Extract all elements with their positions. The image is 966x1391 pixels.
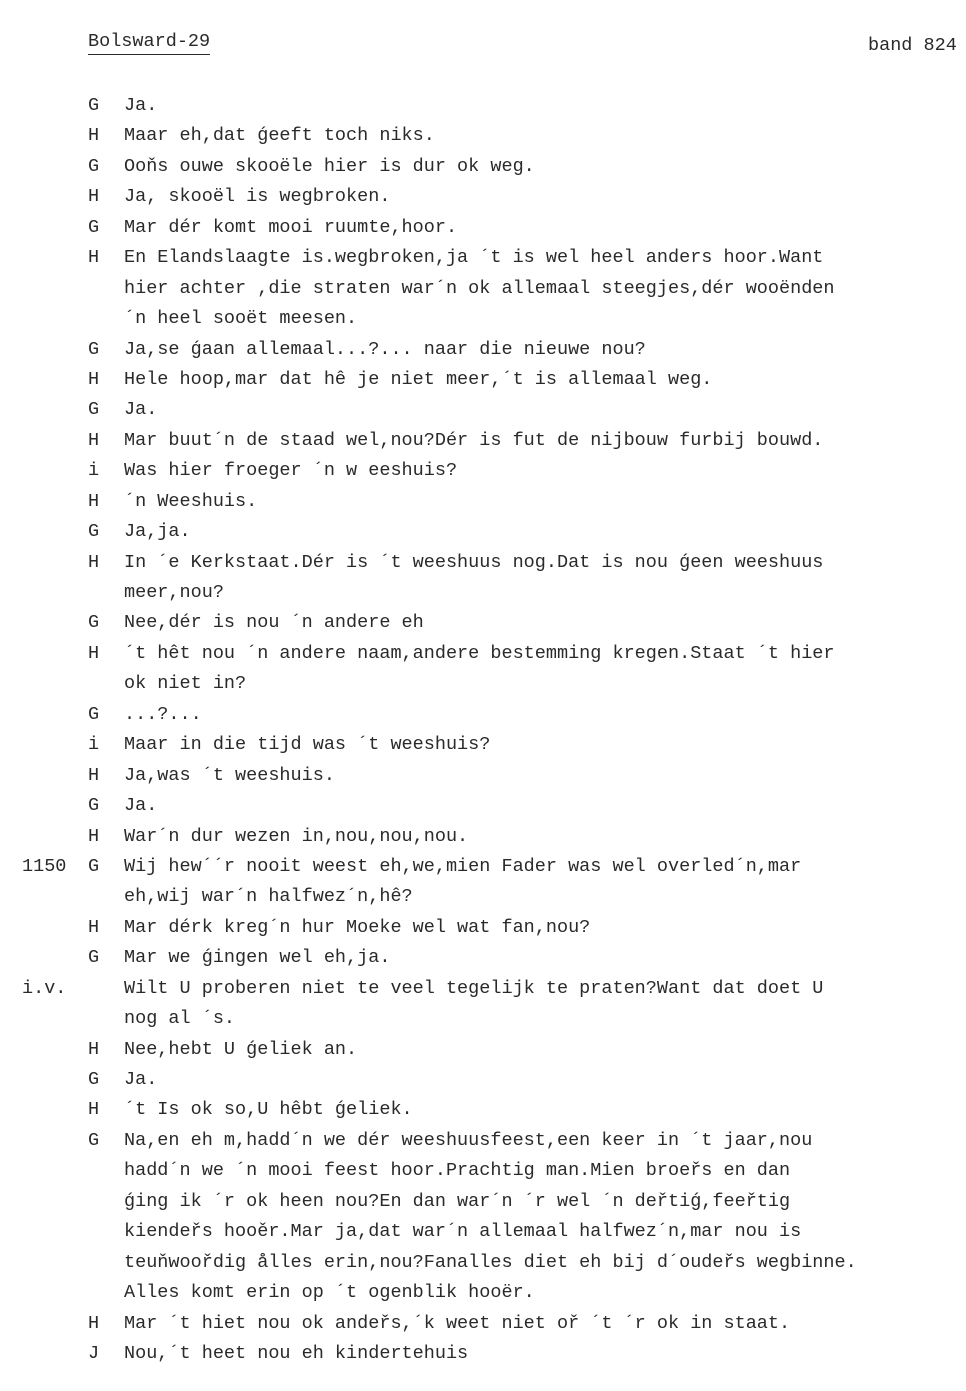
transcript-line [0, 761, 966, 791]
utterance-text: ´t Is ok so,U hêbt ǵeliek. [124, 1099, 413, 1121]
speaker-label: H [88, 1099, 100, 1121]
transcript-line [0, 426, 966, 456]
utterance-text: En Elandslaagte is.wegbroken,ja ´t is wel heel anders hoor.Want [124, 247, 824, 269]
utterance-text: hier achter ,die straten war´n ok allemaal steegjes,dér wooënden [124, 277, 835, 299]
speaker-label: G [88, 703, 100, 725]
transcript-line [0, 395, 966, 425]
utterance-text: In ´e Kerkstaat.Dér is ´t weeshuus nog.Dat is nou ǵeen weeshuus [124, 551, 824, 573]
utterance-text: Ja,was ´t weeshuis. [124, 764, 335, 786]
transcript-line [0, 730, 966, 760]
speaker-label: H [88, 368, 100, 390]
speaker-label: G [88, 612, 100, 634]
transcript-line [0, 152, 966, 182]
speaker-label: H [88, 429, 100, 451]
utterance-text: Alles komt erin op ´t ogenblik hooër. [124, 1282, 535, 1304]
utterance-text: Hele hoop,mar dat hê je niet meer,´t is allemaal weg. [124, 368, 713, 390]
utterance-text: ´t hêt nou ´n andere naam,andere bestemming kregen.Staat ´t hier [124, 642, 835, 664]
utterance-text: ok niet in? [124, 673, 247, 695]
utterance-text: Nou,´t heet nou eh kindertehuis [124, 1342, 469, 1364]
line-number: 1150 [22, 855, 67, 877]
speaker-label: H [88, 186, 100, 208]
transcript-line [0, 1339, 966, 1369]
speaker-label: H [88, 825, 100, 847]
transcript-line [0, 943, 966, 973]
transcript-line [0, 608, 966, 638]
utterance-text: Ja, skooël is wegbroken. [124, 186, 391, 208]
speaker-label: H [88, 1038, 100, 1060]
speaker-label: i [88, 460, 100, 482]
speaker-label: i [88, 734, 100, 756]
transcript-line [0, 578, 966, 608]
transcript-line [0, 669, 966, 699]
utterance-text: Mar buut´n de staad wel,nou?Dér is fut de nijbouw furbij bouwd. [124, 429, 824, 451]
transcript-line [0, 487, 966, 517]
transcript-line [0, 822, 966, 852]
utterance-text: ´n heel sooët meesen. [124, 308, 358, 330]
transcript-line [0, 517, 966, 547]
utterance-text: Ja. [124, 95, 158, 116]
utterance-text: Nee,hebt U ǵeliek an. [124, 1038, 358, 1060]
utterance-text: ...?... [124, 703, 202, 725]
transcript-line [0, 365, 966, 395]
utterance-text: Maar in die tijd was ´t weeshuis? [124, 734, 491, 756]
transcript-line [0, 852, 966, 882]
utterance-text: Maar eh,dat ǵeeft toch niks. [124, 125, 435, 147]
transcript-line [0, 1035, 966, 1065]
transcript-line [0, 639, 966, 669]
utterance-text: Nee,dér is nou ´n andere eh [124, 612, 424, 634]
utterance-text: Ooňs ouwe skooële hier is dur ok weg. [124, 155, 535, 177]
speaker-label: G [88, 155, 100, 177]
speaker-label: H [88, 125, 100, 147]
speaker-label: G [88, 521, 100, 543]
utterance-text: eh,wij war´n halfwez´n,hê? [124, 886, 413, 908]
transcript-line [0, 974, 966, 1004]
utterance-text: Wij hew´´r nooit weest eh,we,mien Fader was wel overled´n,mar [124, 855, 802, 877]
utterance-text: Wilt U proberen niet te veel tegelijk te praten?Want dat doet U [124, 977, 824, 999]
utterance-text: hadd´n we ´n mooi feest hoor.Prachtig man.Mien broeřs en dan [124, 1160, 791, 1182]
speaker-label: H [88, 551, 100, 573]
transcript-line [0, 548, 966, 578]
transcript-line [0, 335, 966, 365]
transcript-line [0, 182, 966, 212]
speaker-label: H [88, 916, 100, 938]
transcript-line [0, 274, 966, 304]
speaker-label: G [88, 216, 100, 238]
transcript-line [0, 1065, 966, 1095]
utterance-text: Ja. [124, 399, 158, 421]
transcript-line [0, 1278, 966, 1308]
transcript-line [0, 91, 966, 121]
utterance-text: Mar ´t hiet nou ok andeřs,´k weet niet oř ´t ´r ok in staat. [124, 1312, 791, 1334]
speaker-label: J [88, 1342, 100, 1364]
transcript-line [0, 1126, 966, 1156]
transcript-line [0, 1004, 966, 1034]
transcript-line [0, 882, 966, 912]
speaker-label: G [88, 1069, 100, 1090]
transcript-line [0, 213, 966, 243]
transcript-line [0, 913, 966, 943]
speaker-label: G [88, 338, 100, 360]
speaker-label: H [88, 1312, 100, 1334]
utterance-text: ǵing ik ´r ok heen nou?En dan war´n ´r wel ´n deřtiǵ,feeřtig [124, 1190, 791, 1212]
speaker-label: H [88, 764, 100, 786]
speaker-label: H [88, 642, 100, 664]
utterance-text: Mar we ǵingen wel eh,ja. [124, 947, 391, 969]
speaker-label: G [88, 947, 100, 969]
speaker-label: G [88, 95, 100, 116]
transcript-line [0, 1156, 966, 1186]
utterance-text: Ja,ja. [124, 521, 191, 543]
transcript-line [0, 456, 966, 486]
transcript-line [0, 1187, 966, 1217]
utterance-text: Ja. [124, 795, 158, 817]
transcript-line [0, 1095, 966, 1125]
transcript-line [0, 121, 966, 151]
transcript-line [0, 243, 966, 273]
utterance-text: nog al ´s. [124, 1008, 236, 1030]
utterance-text: meer,nou? [124, 582, 224, 603]
transcript-line [0, 791, 966, 821]
utterance-text: Mar dér komt mooi ruumte,hoor. [124, 216, 458, 238]
speaker-label: H [88, 490, 100, 512]
document-title: Bolsward-29 [88, 30, 210, 55]
speaker-label: G [88, 399, 100, 421]
utterance-text: Ja. [124, 1069, 158, 1090]
utterance-text: Mar dérk kreg´n hur Moeke wel wat fan,nou? [124, 916, 591, 938]
line-number: i.v. [22, 977, 67, 999]
transcript-line [0, 700, 966, 730]
transcript-body [0, 91, 966, 1369]
transcript-line [0, 1309, 966, 1339]
speaker-label: G [88, 795, 100, 817]
utterance-text: kiendeřs hooěr.Mar ja,dat war´n allemaal halfwez´n,mar nou is [124, 1221, 802, 1243]
speaker-label: G [88, 1129, 100, 1151]
transcript-line [0, 304, 966, 334]
speaker-label: H [88, 247, 100, 269]
speaker-label: G [88, 855, 100, 877]
band-number: band 824 [868, 35, 957, 56]
utterance-text: Was hier froeger ´n w eeshuis? [124, 460, 458, 482]
utterance-text: ´n Weeshuis. [124, 490, 258, 512]
transcript-line [0, 1248, 966, 1278]
transcript-line [0, 1217, 966, 1247]
utterance-text: Ja,se ǵaan allemaal...?... naar die nieuwe nou? [124, 338, 646, 360]
utterance-text: teuňwoořdig ålles erin,nou?Fanalles diet eh bij d´oudeřs wegbinne. [124, 1251, 857, 1273]
utterance-text: War´n dur wezen in,nou,nou,nou. [124, 825, 469, 847]
utterance-text: Na,en eh m,hadd´n we dér weeshuusfeest,een keer in ´t jaar,nou [124, 1129, 813, 1151]
